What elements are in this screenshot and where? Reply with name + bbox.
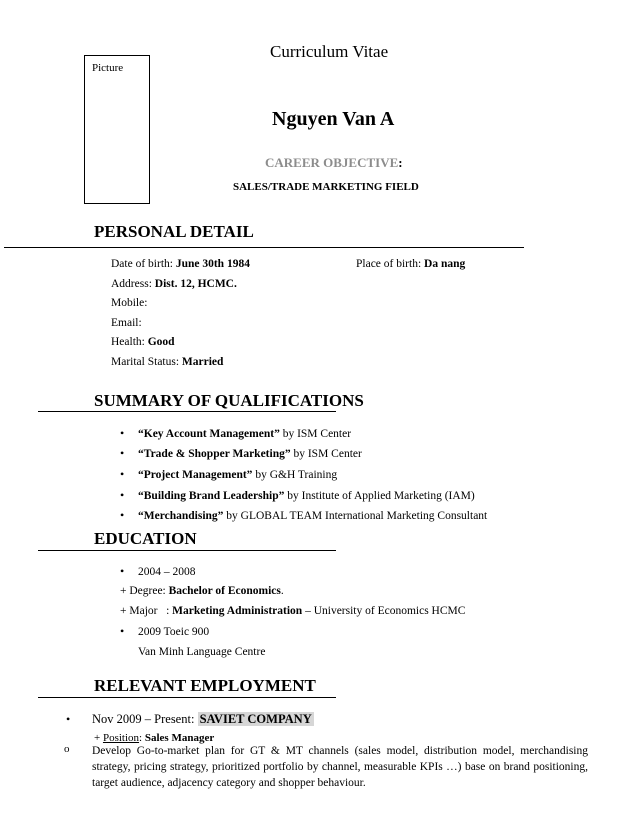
- duty-description: Develop Go-to-market plan for GT & MT channels (sales model, distribution model, merchandising strategy, pricing strategy, prioritized portfolio by channel, measurable KPIs …) base on brand positioning, target audience, adjacency category and shopper behaviour.: [92, 745, 588, 789]
- bullet-icon: •: [120, 508, 125, 522]
- qualification-item: “Project Management” by G&H Training: [138, 469, 338, 481]
- bullet-icon: •: [120, 488, 125, 502]
- section-rule: [38, 697, 336, 698]
- email: Email:: [111, 317, 142, 329]
- picture-placeholder: [84, 55, 150, 204]
- section-heading-personal: PERSONAL DETAIL: [94, 222, 254, 241]
- marital-status: Marital Status: Married: [111, 356, 224, 368]
- section-rule: [38, 411, 336, 412]
- picture-label: Picture: [92, 62, 124, 74]
- sub-bullet-icon: o: [64, 743, 70, 755]
- health: Health: Good: [111, 336, 175, 348]
- degree: + Degree: Bachelor of Economics.: [120, 585, 284, 597]
- bullet-icon: •: [120, 446, 125, 460]
- address: Address: Dist. 12, HCMC.: [111, 278, 237, 290]
- candidate-name: Nguyen Van A: [272, 108, 395, 130]
- employment-period: Nov 2009 – Present: SAVIET COMPANY: [92, 712, 312, 726]
- language-centre: Van Minh Language Centre: [138, 646, 266, 658]
- section-heading-education: EDUCATION: [94, 529, 197, 548]
- bullet-icon: •: [120, 624, 125, 638]
- position: + Position: Sales Manager: [94, 732, 215, 744]
- bullet-icon: •: [66, 712, 71, 726]
- career-objective-label: CAREER OBJECTIVE:: [265, 155, 403, 170]
- major: + Major : Marketing Administration – University of Economics HCMC: [120, 605, 466, 617]
- section-rule: [4, 247, 524, 248]
- education-period: 2004 – 2008: [138, 566, 196, 578]
- date-of-birth: Date of birth: June 30th 1984: [111, 258, 250, 270]
- place-of-birth: Place of birth: Da nang: [356, 258, 466, 270]
- company-name: SAVIET COMPANY: [199, 712, 312, 726]
- qualification-item: “Building Brand Leadership” by Institute of Applied Marketing (IAM): [138, 490, 475, 502]
- bullet-icon: •: [120, 467, 125, 481]
- qualification-item: “Key Account Management” by ISM Center: [138, 428, 352, 440]
- career-field: SALES/TRADE MARKETING FIELD: [233, 181, 419, 193]
- section-heading-employment: RELEVANT EMPLOYMENT: [94, 676, 316, 695]
- document-title: Curriculum Vitae: [270, 42, 389, 61]
- section-heading-qualifications: SUMMARY OF QUALIFICATIONS: [94, 391, 364, 410]
- section-rule: [38, 550, 336, 551]
- qualification-item: “Merchandising” by GLOBAL TEAM International Marketing Consultant: [138, 510, 488, 522]
- bullet-icon: •: [120, 564, 125, 578]
- toeic: 2009 Toeic 900: [138, 626, 210, 638]
- mobile: Mobile:: [111, 297, 148, 309]
- qualification-item: “Trade & Shopper Marketing” by ISM Center: [138, 448, 362, 460]
- bullet-icon: •: [120, 426, 125, 440]
